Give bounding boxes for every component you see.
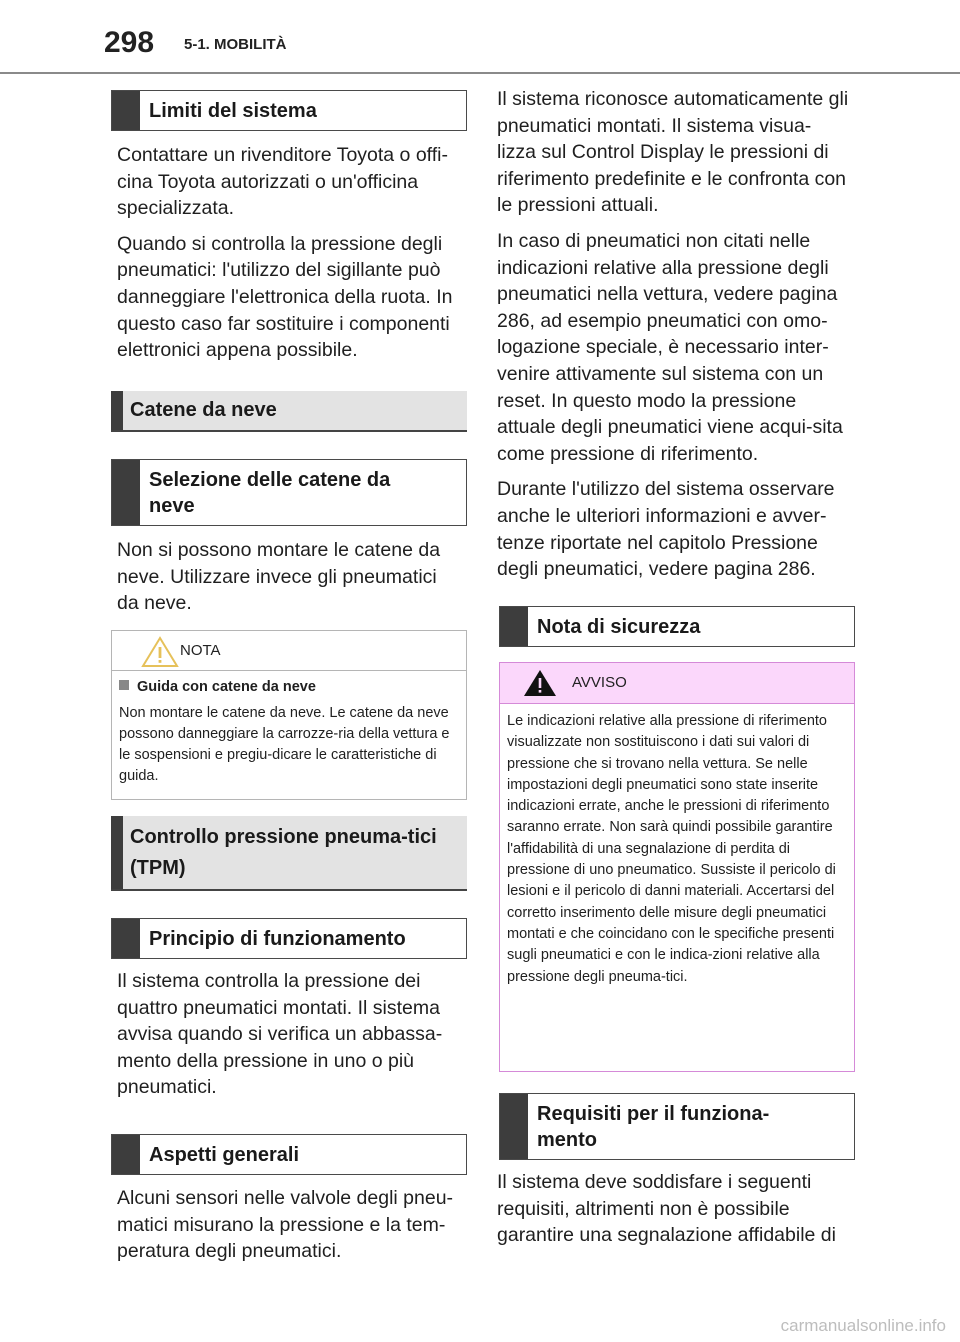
paragraph: In caso di pneumatici non citati nelle indicazioni relative alla pressione degli pneumatici nella vettura, vedere pagina 286, ad esempio pneumatici con omo-logazione speciale, è necessario inter-venire attivamente sul sistema con un reset. In questo modo la pressione attuale degli pneumatici viene acqui-sita come pressione di riferimento.: [497, 229, 843, 465]
heading-selezione-catene: [111, 459, 467, 526]
right-text-block-2: [497, 1169, 849, 1249]
header-divider: [0, 72, 960, 74]
warning-triangle-icon: [140, 635, 180, 669]
heading-bar: [112, 91, 140, 130]
heading-text: Requisiti per il funziona-mento: [537, 1102, 770, 1151]
left-text-block-2: [117, 537, 461, 617]
left-text-block-4: [117, 1185, 461, 1265]
nota-box: [111, 630, 467, 800]
watermark: carmanualsonline.info: [780, 1316, 946, 1335]
paragraph: Quando si controlla la pressione degli pneumatici: l'utilizzo del sigillante può danneggiare l'elettronica della ruota. In questo caso far sostituire i componenti elettronici appena possibile.: [117, 232, 453, 362]
paragraph: Durante l'utilizzo del sistema osservare anche le ulteriori informazioni e avver-tenze riportate nel capitolo Pressione degli pneumatici, vedere pagina 286.: [497, 478, 835, 581]
section-tpm: [111, 816, 467, 891]
nota-text: Non montare le catene da neve. Le catene da neve possono danneggiare la carrozze-ria della vettura e le sospensioni e pregiu-dicare le caratteristiche di guida.: [119, 705, 450, 784]
paragraph: Il sistema riconosce automaticamente gli pneumatici montati. Il sistema visua-lizza sul Control Display le pressioni di riferimento predefinite e le confronta con le pressioni attuali.: [497, 88, 849, 217]
paragraph: Non si possono montare le catene da neve. Utilizzare invece gli pneumatici da neve.: [117, 539, 441, 615]
heading-text: Limiti del sistema: [149, 99, 317, 122]
section-catene-da-neve: [111, 391, 467, 432]
page-number: 298: [104, 26, 155, 59]
heading-text: Aspetti generali: [149, 1143, 300, 1166]
paragraph: Alcuni sensori nelle valvole degli pneu-matici misurano la pressione e la tem-peratura degli pneumatici.: [117, 1187, 454, 1263]
heading-requisiti: [499, 1093, 855, 1160]
nota-label: NOTA: [180, 642, 221, 659]
section-text: Controllo pressione pneuma-tici (TPM): [130, 825, 437, 879]
chapter-title: 5-1. MOBILITÀ: [184, 36, 287, 53]
heading-nota-di-sicurezza: [499, 606, 855, 647]
left-text-block-3: [117, 968, 461, 1101]
heading-principio: [111, 918, 467, 959]
heading-bar: [500, 607, 528, 646]
heading-text: Nota di sicurezza: [537, 615, 701, 638]
right-text-block-1: [497, 86, 849, 583]
nota-title: [119, 677, 458, 698]
avviso-header: [500, 663, 854, 704]
left-text-block-1: [117, 142, 461, 364]
section-bar: [111, 816, 123, 889]
heading-bar: [112, 919, 140, 958]
section-bar: [111, 391, 123, 430]
paragraph: Contattare un rivenditore Toyota o offi-cina Toyota autorizzati o un'officina specializzata.: [117, 144, 448, 220]
heading-aspetti-generali: [111, 1134, 467, 1175]
square-bullet-icon: [119, 680, 129, 690]
heading-bar: [112, 460, 140, 525]
heading-bar: [112, 1135, 140, 1174]
avviso-box: [499, 662, 855, 1072]
section-text: Catene da neve: [130, 399, 277, 421]
avviso-label: AVVISO: [572, 674, 627, 691]
nota-header: [112, 631, 466, 671]
paragraph: Il sistema controlla la pressione dei quattro pneumatici montati. Il sistema avvisa quando si verifica un abbassa-mento della pressione in uno o più pneumatici.: [117, 970, 443, 1099]
warning-triangle-icon: [522, 668, 558, 698]
heading-bar: [500, 1094, 528, 1159]
avviso-text: Le indicazioni relative alla pressione di riferimento visualizzate non sostituiscono i dati sui valori di pressione che si trovano nella vettura. Se nelle impostazioni degli pneumatici sono state inserite indicazioni errate, anche le pressioni di riferimento saranno errate. Non sarà quindi possibile garantire l'affidabilità di una segnalazione di perdita di pressione di uno pneumatico. Sussiste il pericolo di lesioni e il pericolo di danni materiali. Accertarsi del corretto inserimento delle misure degli pneumatici montati e che coincidano con le specifiche presenti sugli pneumatici e con le indica-zioni relative alla pressione degli pneuma-tici.: [507, 713, 836, 985]
heading-text: Principio di funzionamento: [149, 927, 406, 950]
heading-text: Selezione delle catene da neve: [149, 468, 391, 517]
heading-limiti-del-sistema: [111, 90, 467, 131]
nota-title-text: Guida con catene da neve: [137, 679, 316, 695]
paragraph: Il sistema deve soddisfare i seguenti requisiti, altrimenti non è possibile garantire una segnalazione affidabile di: [497, 1171, 836, 1247]
nota-body: [112, 671, 466, 787]
